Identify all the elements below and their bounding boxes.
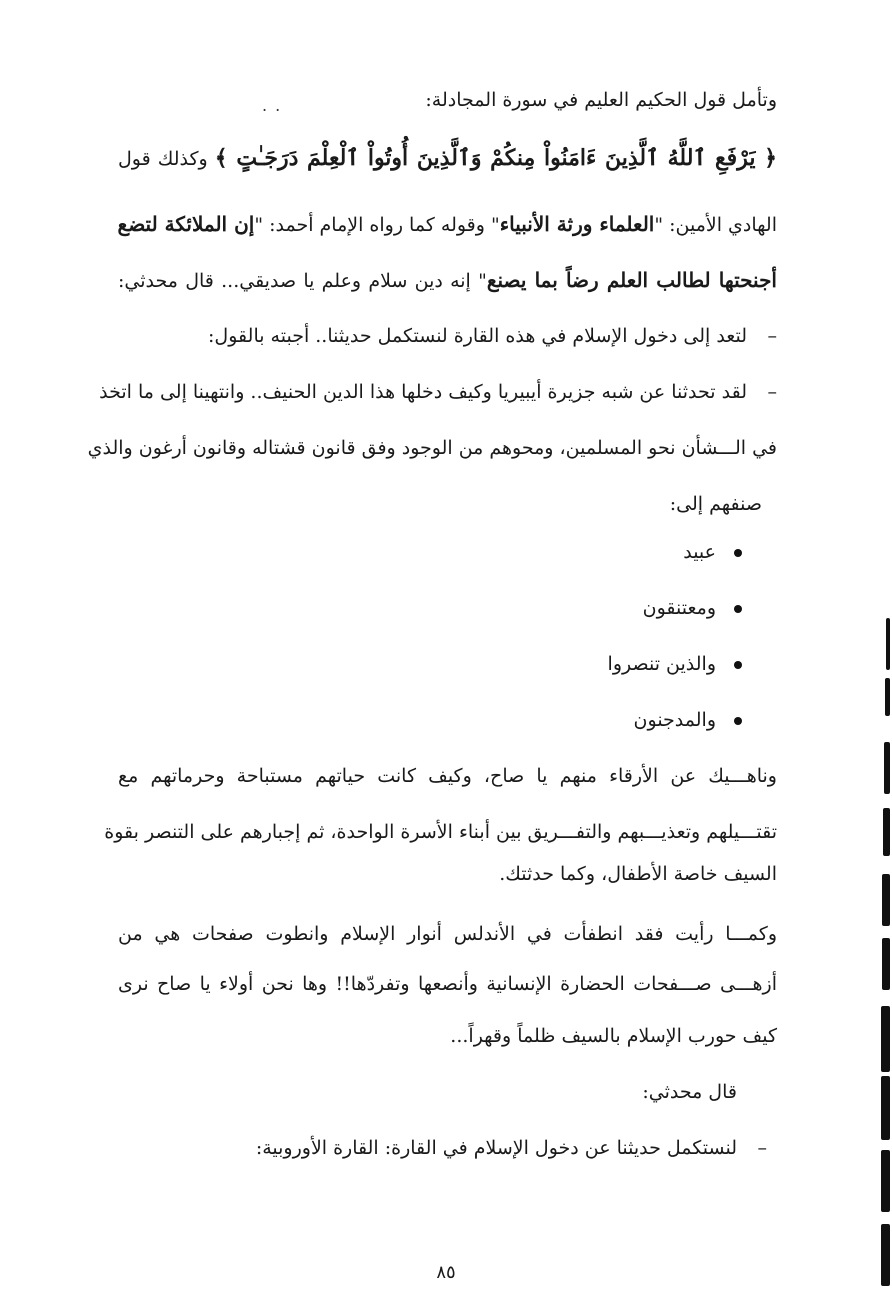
- text-line-4-b: " إنه دين سلام وعلم يا صديقي... قال محدثي:: [118, 270, 487, 292]
- para-2-line-3: كيف حورب الإسلام بالسيف ظلماً وقهراً...: [450, 1025, 777, 1047]
- stray-dots: ..: [262, 96, 289, 115]
- scan-edge-mark: [883, 808, 890, 856]
- dash-item-1-text: لتعد إلى دخول الإسلام في هذه القارة لنستكمل حديثنا.. أجبته بالقول:: [208, 325, 747, 347]
- scan-edge-mark: [882, 874, 890, 926]
- bullet-dot: [734, 661, 742, 669]
- text-line-2-tail: وكذلك قول: [118, 148, 208, 170]
- bullet-item-3-text: والذين تنصروا: [607, 653, 716, 675]
- dash-mark: –: [757, 1137, 767, 1159]
- bullet-dot: [734, 717, 742, 725]
- scan-edge-mark: [881, 1224, 890, 1286]
- dash-item-2: [99, 378, 777, 406]
- scan-edge-mark: [881, 1150, 890, 1212]
- bullet-item-4: [634, 706, 742, 734]
- dash-item-3: [118, 1134, 767, 1162]
- page-number: ٨٥: [436, 1262, 456, 1283]
- para-1-line-2: تقتـــيلهم وتعذيـــبهم والتفـــريق بين أبناء الأسرة الواحدة، ثم إجبارهم على التنصر بقوة: [104, 821, 777, 843]
- para-2-line-2: أزهـــى صـــفحات الحضارة الإنسانية وأنصعها وتفردّها!! وها نحن أولاء يا صاح نرى: [118, 973, 777, 995]
- bullet-item-2-text: ومعتنقون: [642, 597, 716, 619]
- dash-item-2-cont: في الـــشأن نحو المسلمين، ومحوهم من الوجود وفق قانون قشتاله وقانون أرغون والذي: [87, 437, 777, 459]
- text-line-2: [118, 144, 777, 173]
- bullet-dot: [734, 549, 742, 557]
- bullet-item-4-text: والمدجنون: [633, 709, 716, 731]
- scan-edge-mark: [881, 1006, 890, 1072]
- scan-edge-mark: [886, 618, 890, 670]
- text-line-4: [118, 266, 777, 295]
- text-line-3-c: " وقوله كما رواه الإمام أحمد: ": [254, 214, 500, 236]
- para-3: قال محدثي:: [642, 1081, 737, 1103]
- text-line-3: [118, 210, 777, 239]
- dash-mark: –: [767, 381, 777, 403]
- scan-edge-mark: [885, 678, 890, 716]
- dash-mark: –: [767, 325, 777, 347]
- dash-item-2-end: صنفهم إلى:: [669, 493, 762, 515]
- dash-item-1: [118, 322, 777, 350]
- bullet-dot: [734, 605, 742, 613]
- scan-edge-mark: [881, 1076, 890, 1140]
- text-line-1: وتأمل قول الحكيم العليم في سورة المجادلة:: [425, 89, 777, 111]
- para-2-line-1: وكمـــا رأيت فقد انطفأت في الأندلس أنوار الإسلام وانطوت صفحات هي من: [118, 923, 777, 945]
- hadith-1: العلماء ورثة الأنبياء: [499, 212, 655, 236]
- hadith-2-start: إن الملائكة لتضع: [117, 212, 255, 236]
- quran-verse: ﴿ يَرْفَعِ ٱللَّهُ ٱلَّذِينَ ءَامَنُواْ مِنكُمْ وَٱلَّذِينَ أُوتُواْ ٱلْعِلْمَ دَرَجَـٰتٍ ﴾: [214, 145, 777, 171]
- scan-edge-mark: [884, 742, 890, 794]
- para-1-line-3: السيف خاصة الأطفال، وكما حدثتك.: [499, 863, 777, 885]
- bullet-item-1-text: عبيد: [683, 541, 716, 563]
- text-line-3-a: الهادي الأمين: ": [654, 214, 777, 236]
- scan-edge-mark: [882, 938, 890, 990]
- dash-item-3-text: لنستكمل حديثنا عن دخول الإسلام في القارة: القارة الأوروبية:: [255, 1137, 737, 1159]
- bullet-item-1: [683, 538, 742, 566]
- dash-item-2-text: لقد تحدثنا عن شبه جزيرة أيبيريا وكيف دخلها هذا الدين الحنيف.. وانتهينا إلى ما اتخذ: [99, 381, 747, 403]
- para-1-line-1: وناهـــيك عن الأرقاء منهم يا صاح، وكيف كانت حياتهم مستباحة وحرماتهم مع: [118, 765, 777, 787]
- bullet-item-3: [608, 650, 742, 678]
- hadith-2-end: أجنحتها لطالب العلم رضاً بما يصنع: [486, 268, 777, 292]
- bullet-item-2: [643, 594, 742, 622]
